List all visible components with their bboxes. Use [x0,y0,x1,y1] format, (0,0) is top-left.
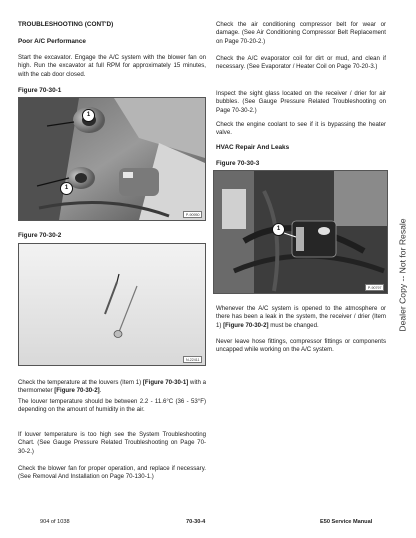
figure-reference: [Figure 70-30-1] [142,379,189,386]
text-run: Whenever the A/C system is opened to the atmosphere or there has been a leak in the system, the receiver / drier (Item 1) [216,305,386,329]
figure-70-30-1-label: Figure 70-30-1 [18,87,62,94]
receiver-drier-photo [214,171,387,293]
hvac-repair-title: HVAC Repair And Leaks [216,144,290,151]
cab-louver-photo [19,98,205,220]
figure-70-30-2-photo-id: N-22411 [183,356,202,363]
figure-70-30-3-label: Figure 70-30-3 [216,160,260,167]
footer-page-number: 70-30-4 [186,519,206,525]
figure-70-30-1-photo [18,97,206,221]
blower-fan-check-paragraph: Check the blower fan for proper operation, and replace if necessary. (See Removal And Installation on Page 70-130-1.) [18,465,206,481]
sight-glass-paragraph: Inspect the sight glass located on the receiver / drier for air bubbles. (See Gauge Pressure Related Troubleshooting on Page 70-30-2.) [216,90,386,114]
dealer-copy-watermark [392,160,414,390]
watermark-text: Dealer Copy -- Not for Resale [398,218,409,332]
louver-temperature-range-paragraph: The louver temperature should be between 2.2 - 11.6°C (36 - 53°F) depending on the amount of humidity in the air. [18,398,206,414]
louver-temperature-check-paragraph [18,379,206,396]
text-run: Check the temperature at the louvers (Item 1) [18,379,143,386]
text-run: . [99,387,102,395]
text-run: with a thermometer [18,379,206,395]
figure-reference: [Figure 70-30-2] [54,387,100,395]
figure-70-30-2-label: Figure 70-30-2 [18,232,62,239]
figure-70-30-1-callout-top: 1 [82,109,95,122]
louver-temperature-high-paragraph: If louver temperature is too high see the System Troubleshooting Chart. (See Gauge Pressure Related Troubleshooting on Page 70-30-2.) [18,431,206,455]
engine-coolant-paragraph: Check the engine coolant to see if it is bypassing the heater valve. [216,121,386,137]
compressor-belt-paragraph: Check the air conditioning compressor belt for wear or damage. (See Air Conditioning Compressor Belt Replacement on Page 70-20-2.) [216,21,386,45]
figure-reference: [Figure 70-30-2] [223,321,269,329]
intro-paragraph: Start the excavator. Engage the A/C system with the blower fan on high. Run the excavator at full RPM for approximately 15 minutes, with the cab door closed. [18,54,206,78]
figure-70-30-2-photo [18,243,206,366]
footer-page-count: 904 of 1038 [40,519,70,525]
figure-70-30-1-photo-id: P-90950 [183,211,202,218]
figure-70-30-3-photo-id: P-90797 [365,284,384,291]
text-run: must be changed. [268,321,319,329]
figure-70-30-3-photo [213,170,388,294]
subsection-title: Poor A/C Performance [18,38,86,45]
thermometer-photo [19,244,205,365]
figure-70-30-1-callout-bottom: 1 [60,182,73,195]
uncapped-fittings-paragraph: Never leave hose fittings, compressor fittings or components uncapped while working on the A/C system. [216,338,386,354]
section-title: TROUBLESHOOTING (CONT'D) [18,21,114,28]
evaporator-coil-paragraph: Check the A/C evaporator coil for dirt or mud, and clean if necessary. (See Evaporator / Heater Coil on Page 70-20-3.) [216,55,386,71]
footer-manual-title: E50 Service Manual [320,519,373,525]
receiver-drier-change-paragraph [216,305,386,330]
figure-70-30-3-callout: 1 [272,223,285,236]
